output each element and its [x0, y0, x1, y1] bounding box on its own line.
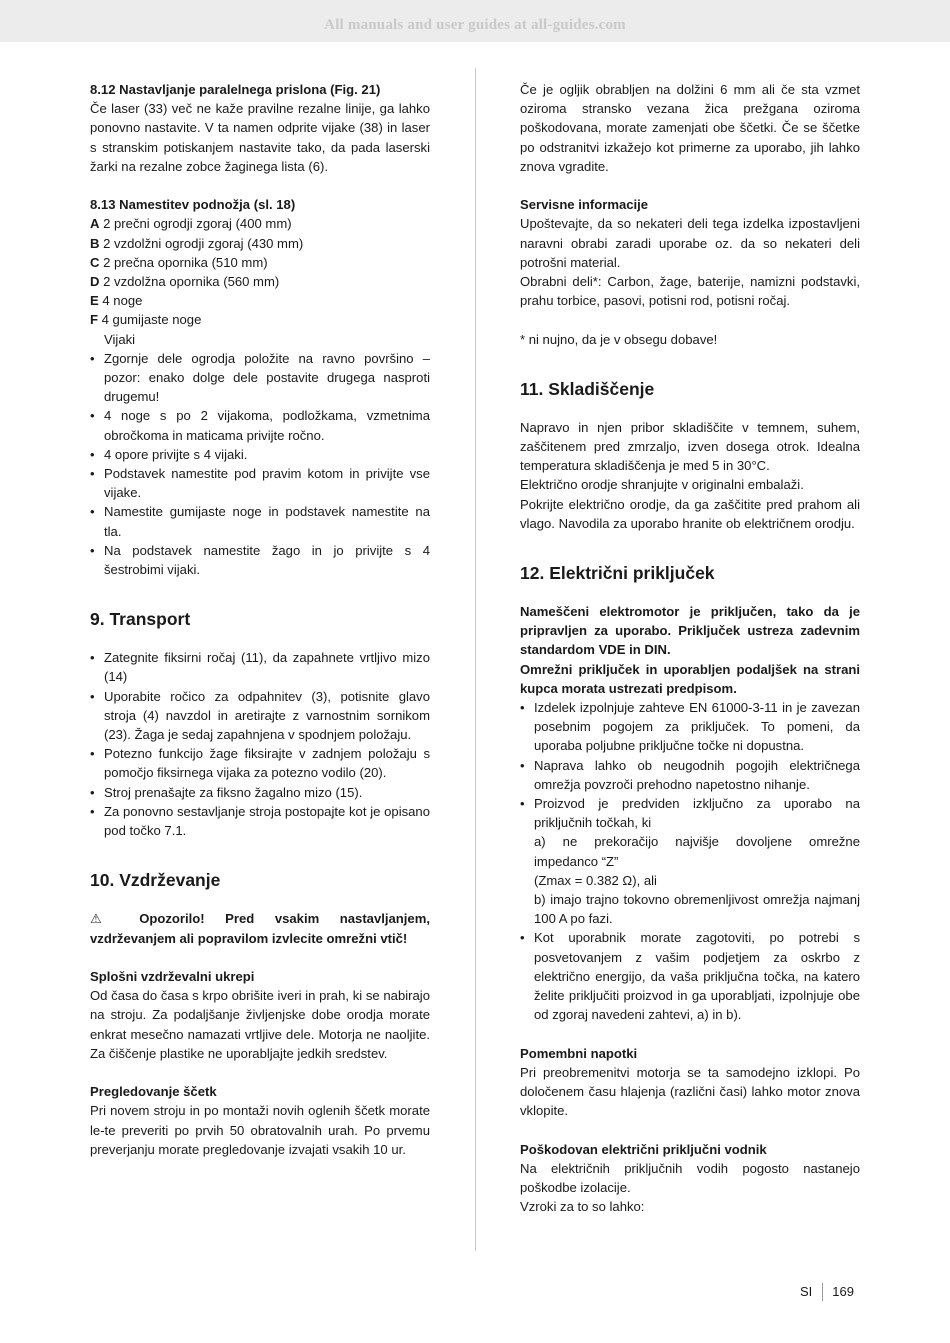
brush-check-text: Pri novem stroju in po montaži novih oglenih ščetk morate le-te preveriti po prvih 50 obratovalnih urah. Po prvemu preverjanju morate pregledovanje izvajati vsakih 10 ur.: [90, 1103, 430, 1157]
electric-bold-2: Omrežni priključek in uporabljen podaljšek na strani kupca morata ustrezati predpisom.: [520, 661, 860, 696]
assembly-steps: [90, 349, 430, 579]
wear-parts-text: Obrabni deli*: Carbon, žage, baterije, namizni podstavki, prahu torbice, pasovi, potisni rod, potisni ročaj.: [520, 274, 860, 309]
part-item: B 2 vzdolžni ogrodji zgoraj (430 mm): [90, 235, 304, 251]
part-item: C 2 prečna opornika (510 mm): [90, 254, 268, 270]
parts-list: [90, 214, 430, 348]
electric-requirements: [520, 698, 860, 1024]
service-info-text: Upoštevajte, da so nekateri deli tega izdelka izpostavljeni naravni obrabi zaradi uporabe oz. da so nekateri deli potrošni material.: [520, 216, 860, 270]
right-column: [520, 80, 860, 1217]
language-code: SI: [800, 1283, 823, 1301]
list-item: • 4 opore privijte s 4 vijaki.: [90, 445, 430, 464]
section-11-heading: 11. Skladiščenje: [520, 378, 655, 399]
list-item: • Namestite gumijaste noge in podstavek namestite na tla.: [90, 502, 430, 540]
part-item: D 2 vzdolžna opornika (560 mm): [90, 274, 280, 290]
column-divider: [475, 68, 476, 1251]
list-item: • Naprava lahko ob neugodnih pogojih električnega omrežja povzroči prehodno napetostno nihanje.: [520, 756, 860, 794]
list-item: • 4 noge s po 2 vijakoma, podložkama, vzmetnima obročkoma in maticama privijte ročno.: [90, 406, 430, 444]
list-item: • Kot uporabnik morate zagotoviti, po potrebi s posvetovanjem z vašim podjetjem za oskrbo z električno energijo, da vaša priključna točka, na katero želite priključiti proizvod in ga uporabljati, izpolnjuje obe od zgoraj navedeni zahtevi, a) in b).: [520, 928, 860, 1024]
left-column: [90, 80, 430, 1159]
watermark-bar: [0, 0, 950, 42]
part-item: A 2 prečni ogrodji zgoraj (400 mm): [90, 216, 292, 232]
screws-label: Vijaki: [104, 331, 136, 347]
maintenance-warning: ⚠ Opozorilo! Pred vsakim nastavljanjem, vzdrževanjem ali popravilom izvlecite omrežni vtič!: [90, 911, 430, 946]
storage-text-2: Električno orodje shranjujte v originalni embalaži.: [520, 477, 804, 493]
service-info-title: Servisne informacije: [520, 197, 649, 213]
transport-steps: [90, 648, 430, 840]
list-item: • Uporabite ročico za odpahnitev (3), potisnite glavo stroja (4) navzdol in aretirajte z varnostnim sornikom (23). Žaga je sedaj zapahnjena v spodnjem položaju.: [90, 687, 430, 745]
part-item: E 4 noge: [90, 293, 143, 309]
list-item: • Podstavek namestite pod pravim kotom in privijte vse vijake.: [90, 464, 430, 502]
damaged-cable-text: Na električnih priključnih vodih pogosto nastanejo poškodbe izolacije.: [520, 1160, 860, 1196]
brush-check-continued: Če je ogljik obrabljen na dolžini 6 mm ali če sta vzmet oziroma stransko vezana žica prežgana oziroma poškodovana, morate zamenjati obe ščetki. Če se ščetke po odstranitvi izkažejo kot primerne za uporabo, jih lahko znova vgradite.: [520, 82, 860, 174]
part-item: F 4 gumijaste noge: [90, 312, 202, 328]
watermark-text: All manuals and user guides at all-guides.com: [324, 17, 626, 33]
list-item: • Za ponovno sestavljanje stroja postopajte kot je opisano pod točko 7.1.: [90, 802, 430, 840]
important-notes-title: Pomembni napotki: [520, 1045, 638, 1061]
list-item: • Proizvod je predviden izključno za uporabo na priključnih točkah, ki a) ne prekoračijo najvišje dovoljene omrežne impedanco “Z” (Zmax = 0.382 Ω), ali b) imajo trajno tokovno obremenljivost omrežja najmanj 100 A po fazi.: [520, 794, 860, 928]
list-item: • Izdelek izpolnjuje zahteve EN 61000-3-11 in je zavezan posebnim pogojem za priključek. To pomeni, da uporaba poljubne priključne točke ni dopustna.: [520, 698, 860, 756]
section-8-13-title: 8.13 Namestitev podnožja (sl. 18): [90, 197, 296, 213]
damaged-cable-causes: Vzroki za to so lahko:: [520, 1199, 645, 1215]
section-8-12-title: 8.12 Nastavljanje paralelnega prislona (Fig. 21): [90, 82, 381, 97]
list-item: • Potezno funkcijo žage fiksirajte v zadnjem položaju s pomočjo fiksirnega vijaka za potezno vodilo (20).: [90, 744, 430, 782]
list-item: • Zategnite fiksirni ročaj (11), da zapahnete vrtljivo mizo (14): [90, 648, 430, 686]
general-maintenance-title: Splošni vzdrževalni ukrepi: [90, 968, 255, 984]
warning-icon: ⚠: [90, 911, 119, 927]
page-footer: [800, 1283, 854, 1301]
section-12-heading: 12. Električni priključek: [520, 563, 715, 584]
section-9-heading: 9. Transport: [90, 609, 191, 630]
list-item: • Zgornje dele ogrodja položite na ravno površino – pozor: enako dolge dele postavite drugega nasproti drugemu!: [90, 349, 430, 407]
general-maintenance-text: Od časa do časa s krpo obrišite iveri in prah, ki se nabirajo na stroju. Za podaljšanje življenjske dobe orodja morate enkrat mesečno namazati vrtljive dele. Motorja ne naoljite. Za čiščenje plastike ne uporabljajte jedkih sredstev.: [90, 988, 430, 1061]
list-item: • Stroj prenašajte za fiksno žagalno mizo (15).: [90, 783, 430, 802]
section-8-12-text: Če laser (33) več ne kaže pravilne rezalne linije, ga lahko ponovno nastavite. V ta namen odprite vijake (38) in laser s stranskim potiskanjem nastavite tako, da pada laserski žarki na rezalne zobce žaginega lista (6).: [90, 101, 430, 174]
electric-bold-1: Nameščeni elektromotor je priključen, tako da je pripravljen za uporabo. Priključek ustreza zadevnim standardom VDE in DIN.: [520, 604, 860, 658]
page-number: 169: [832, 1284, 854, 1299]
brush-check-title: Pregledovanje ščetk: [90, 1084, 217, 1100]
storage-text-3: Pokrijte električno orodje, da ga zaščitite pred prahom ali vlago. Navodila za uporabo hranite ob električnem orodju.: [520, 496, 860, 531]
storage-text-1: Napravo in njen pribor skladiščite v temnem, suhem, zaščitenem pred zmrzaljo, izven dosega otrok. Idealna temperatura skladiščenja je med 5 in 30°C.: [520, 419, 860, 474]
delivery-note: * ni nujno, da je v obsegu dobave!: [520, 331, 718, 347]
section-10-heading: 10. Vzdrževanje: [90, 870, 221, 891]
important-notes-text: Pri preobremenitvi motorja se ta samodejno izklopi. Po določenem času hlajenja (različni časi) lahko motor znova vklopite.: [520, 1064, 860, 1119]
damaged-cable-title: Poškodovan električni priključni vodnik: [520, 1141, 767, 1157]
list-item: • Na podstavek namestite žago in jo privijte s 4 šestrobimi vijaki.: [90, 541, 430, 579]
